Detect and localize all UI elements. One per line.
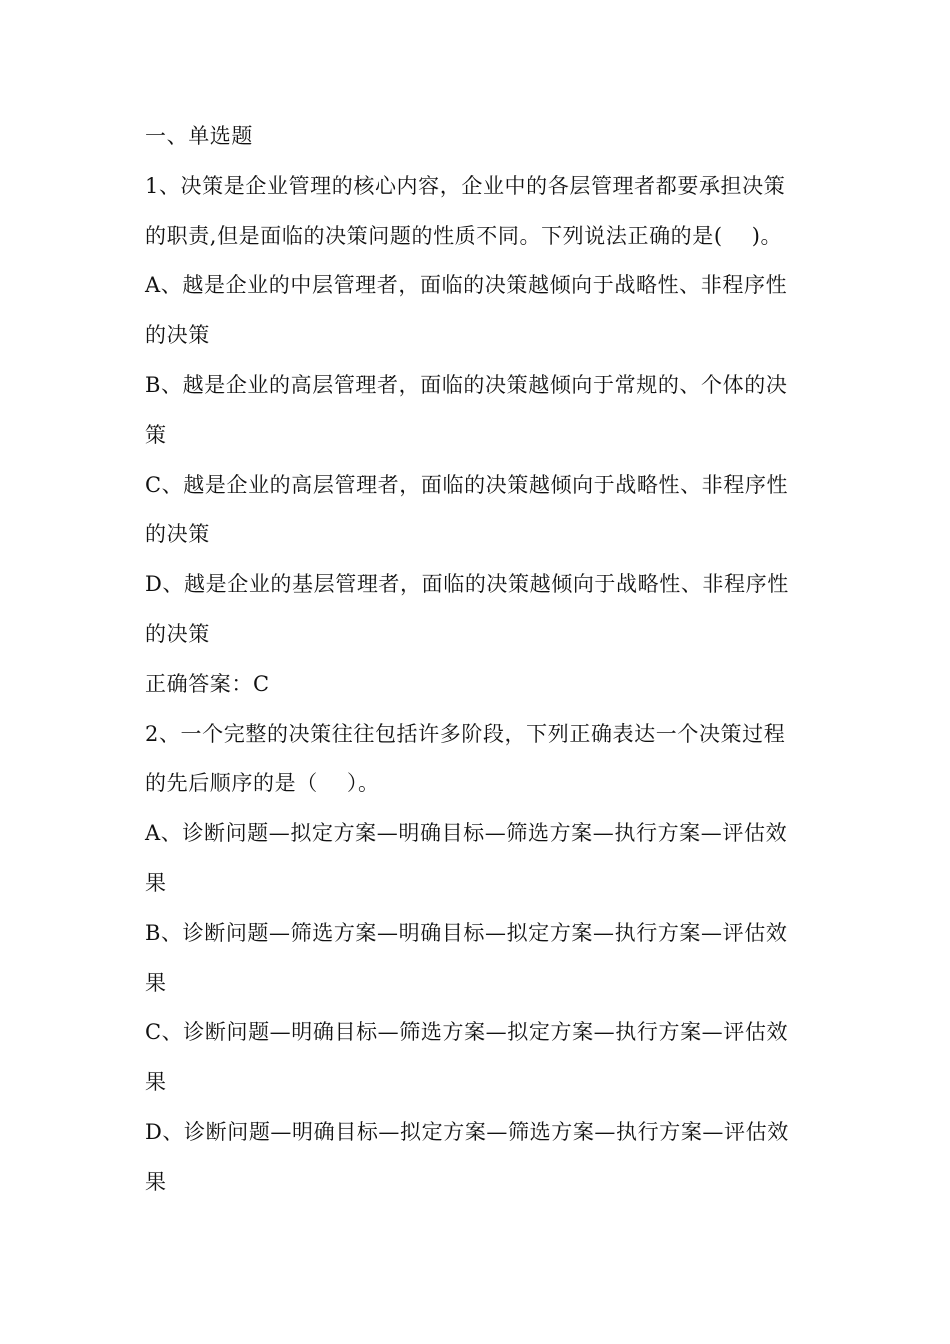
text-line: 的先后顺序的是（ ）。 (145, 771, 380, 796)
text-line: 策 (145, 422, 167, 447)
text-line: 的决策 (145, 323, 210, 348)
section-heading: 一、单选题 (145, 124, 253, 148)
text-line: 果 (145, 871, 167, 895)
text-line: 果 (145, 1169, 167, 1194)
text-line: D、越是企业的基层管理者，面临的决策越倾向于战略性、非程序性 (145, 572, 789, 597)
text-line: D、诊断问题—明确目标—拟定方案—筛选方案—执行方案—评估效 (145, 1120, 789, 1144)
text-line: 的决策 (145, 522, 210, 547)
text-line: 正确答案：C (145, 671, 270, 696)
text-line: C、越是企业的高层管理者，面临的决策越倾向于战略性、非程序性 (145, 472, 789, 497)
text-line: B、诊断问题—筛选方案—明确目标—拟定方案—执行方案—评估效 (145, 920, 788, 945)
text-line: B、越是企业的高层管理者，面临的决策越倾向于常规的、个体的决 (145, 373, 788, 397)
text-line: A、诊断问题—拟定方案—明确目标—筛选方案—执行方案—评估效 (145, 821, 788, 846)
text-line: 的职责,但是面临的决策问题的性质不同。下列说法正确的是( )。 (145, 223, 783, 248)
text-line: 2、一个完整的决策往往包括许多阶段，下列正确表达一个决策过程 (145, 721, 786, 746)
text-line: 果 (145, 1070, 167, 1095)
text-line: C、诊断问题—明确目标—筛选方案—拟定方案—执行方案—评估效 (145, 1020, 789, 1045)
text-line: 果 (145, 970, 167, 995)
text-line: 1、决策是企业管理的核心内容，企业中的各层管理者都要承担决策 (145, 173, 786, 198)
text-line: A、越是企业的中层管理者，面临的决策越倾向于战略性、非程序性 (145, 273, 788, 298)
text-line: 的决策 (145, 622, 210, 646)
